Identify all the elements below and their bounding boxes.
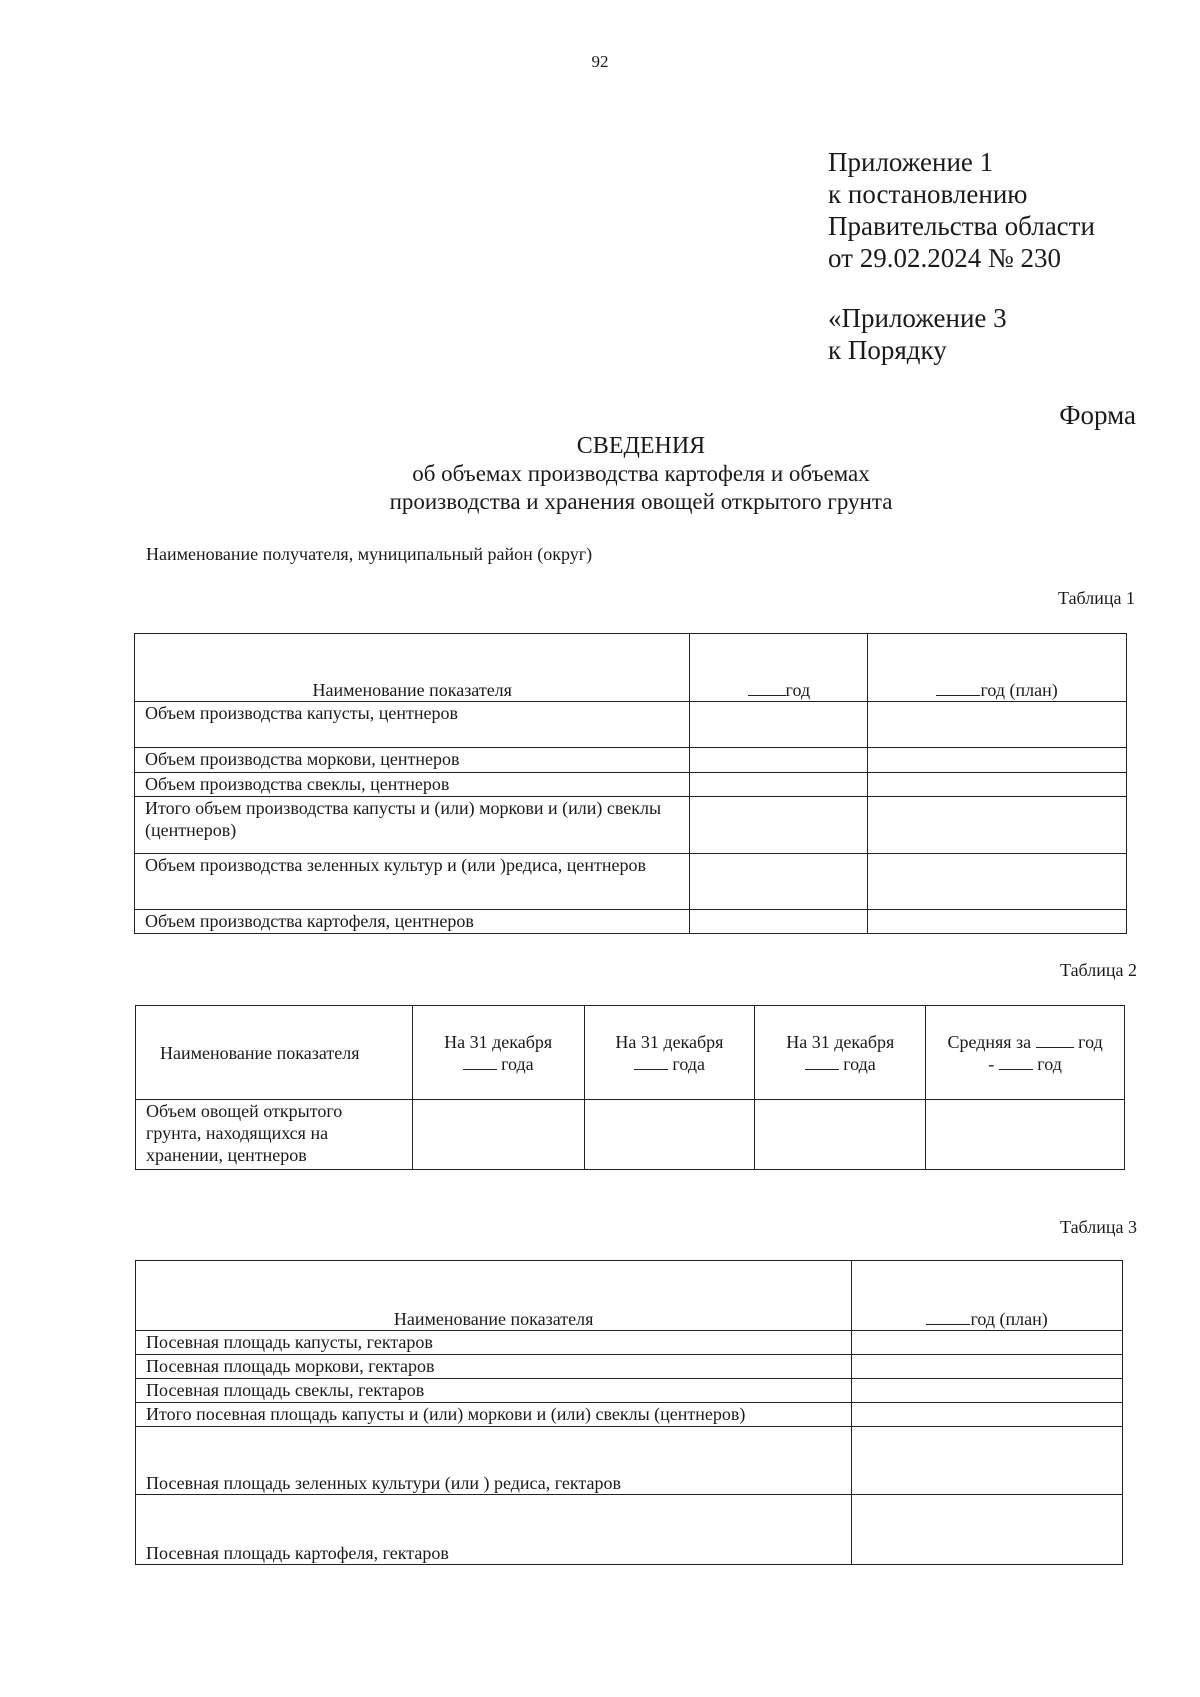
attachment-sub-line-1: «Приложение 3 xyxy=(828,303,1007,333)
table-row xyxy=(135,910,1127,934)
table1-header-year: год xyxy=(690,634,868,702)
table1-row-1-plan[interactable] xyxy=(868,702,1127,748)
table2-header-col1: На 31 декабря года xyxy=(412,1006,584,1100)
table2-row-1-name: Объем овощей открытого грунта, находящихся на хранении, центнеров xyxy=(136,1100,413,1170)
table3-row-4-plan[interactable] xyxy=(852,1403,1123,1427)
document-title-main: СВЕДЕНИЯ xyxy=(576,433,706,459)
table3-row-4-name: Итого посевная площадь капусты и (или) моркови и (или) свеклы (центнеров) xyxy=(136,1403,852,1427)
table2-header-col4: Средняя за год - год xyxy=(926,1006,1125,1100)
table1-row-3-year[interactable] xyxy=(690,773,868,797)
table-row xyxy=(136,1331,1123,1355)
table3-row-3-plan[interactable] xyxy=(852,1379,1123,1403)
table1-row-4-name: Итого объем производства капусты и (или) моркови и (или) свеклы (центнеров) xyxy=(135,797,690,854)
table1-row-5-year[interactable] xyxy=(690,854,868,910)
table3-header-year-plan: год (план) xyxy=(852,1261,1123,1331)
table1-row-5-name: Объем производства зеленных культур и (или )редиса, центнеров xyxy=(135,854,690,910)
table1-row-4-year[interactable] xyxy=(690,797,868,854)
table2 xyxy=(135,1005,1125,1170)
attachment-sub-line-2: к Порядку xyxy=(828,335,947,365)
table1-label: Таблица 1 xyxy=(1058,588,1135,608)
table-row xyxy=(136,1100,1125,1170)
table3-row-1-plan[interactable] xyxy=(852,1331,1123,1355)
table-row xyxy=(136,1427,1123,1495)
document-title-line-3: производства и хранения овощей открытого грунта xyxy=(389,489,893,514)
attachment-main-line-3: Правительства области xyxy=(828,211,1095,241)
table2-header-row xyxy=(136,1006,1125,1100)
table3-row-5-plan[interactable] xyxy=(852,1427,1123,1495)
table3-row-2-plan[interactable] xyxy=(852,1355,1123,1379)
recipient-label: Наименование получателя, муниципальный район (округ) xyxy=(146,544,593,564)
table-row xyxy=(135,702,1127,748)
table3-header-row xyxy=(136,1261,1123,1331)
table1 xyxy=(134,633,1127,934)
table2-header-col3: На 31 декабря года xyxy=(755,1006,926,1100)
table2-label: Таблица 2 xyxy=(1060,960,1137,980)
table3-row-6-name: Посевная площадь картофеля, гектаров xyxy=(136,1495,852,1565)
attachment-main-line-4: от 29.02.2024 № 230 xyxy=(828,243,1061,273)
document-title xyxy=(0,432,1200,516)
table2-row-1-col2[interactable] xyxy=(584,1100,755,1170)
table-row xyxy=(136,1403,1123,1427)
table1-row-3-plan[interactable] xyxy=(868,773,1127,797)
table1-header-year-plan: год (план) xyxy=(868,634,1127,702)
table2-row-1-col4[interactable] xyxy=(926,1100,1125,1170)
document-title-line-2: об объемах производства картофеля и объемах xyxy=(412,461,870,486)
table3-row-3-name: Посевная площадь свеклы, гектаров xyxy=(136,1379,852,1403)
table-row xyxy=(136,1379,1123,1403)
table3-header-name: Наименование показателя xyxy=(136,1261,852,1331)
table1-row-6-year[interactable] xyxy=(690,910,868,934)
attachment-main-line-1: Приложение 1 xyxy=(828,147,994,177)
table2-header-name: Наименование показателя xyxy=(136,1006,413,1100)
attachment-sub-block xyxy=(828,302,1007,366)
table1-row-6-name: Объем производства картофеля, центнеров xyxy=(135,910,690,934)
attachment-main-block xyxy=(828,146,1095,274)
table1-header-row xyxy=(135,634,1127,702)
table-row xyxy=(135,773,1127,797)
table3-row-2-name: Посевная площадь моркови, гектаров xyxy=(136,1355,852,1379)
table-row xyxy=(135,797,1127,854)
table1-row-1-name: Объем производства капусты, центнеров xyxy=(135,702,690,748)
table1-row-6-plan[interactable] xyxy=(868,910,1127,934)
table2-row-1-col1[interactable] xyxy=(412,1100,584,1170)
table1-row-2-year[interactable] xyxy=(690,748,868,773)
table1-header-name: Наименование показателя xyxy=(135,634,690,702)
table-row xyxy=(135,748,1127,773)
table-row xyxy=(136,1495,1123,1565)
table1-row-4-plan[interactable] xyxy=(868,797,1127,854)
table2-row-1-col3[interactable] xyxy=(755,1100,926,1170)
table1-row-1-year[interactable] xyxy=(690,702,868,748)
table3-row-6-plan[interactable] xyxy=(852,1495,1123,1565)
table1-row-2-plan[interactable] xyxy=(868,748,1127,773)
attachment-main-line-2: к постановлению xyxy=(828,179,1028,209)
table-row xyxy=(135,854,1127,910)
form-label: Форма xyxy=(1059,400,1136,430)
table3-label: Таблица 3 xyxy=(1060,1217,1137,1237)
page-number: 92 xyxy=(591,52,609,71)
table3-row-5-name: Посевная площадь зеленных культури (или ) редиса, гектаров xyxy=(136,1427,852,1495)
table1-row-3-name: Объем производства свеклы, центнеров xyxy=(135,773,690,797)
table3 xyxy=(135,1260,1123,1565)
table3-row-1-name: Посевная площадь капусты, гектаров xyxy=(136,1331,852,1355)
table-row xyxy=(136,1355,1123,1379)
table2-header-col2: На 31 декабря года xyxy=(584,1006,755,1100)
table1-row-2-name: Объем производства моркови, центнеров xyxy=(135,748,690,773)
table1-row-5-plan[interactable] xyxy=(868,854,1127,910)
